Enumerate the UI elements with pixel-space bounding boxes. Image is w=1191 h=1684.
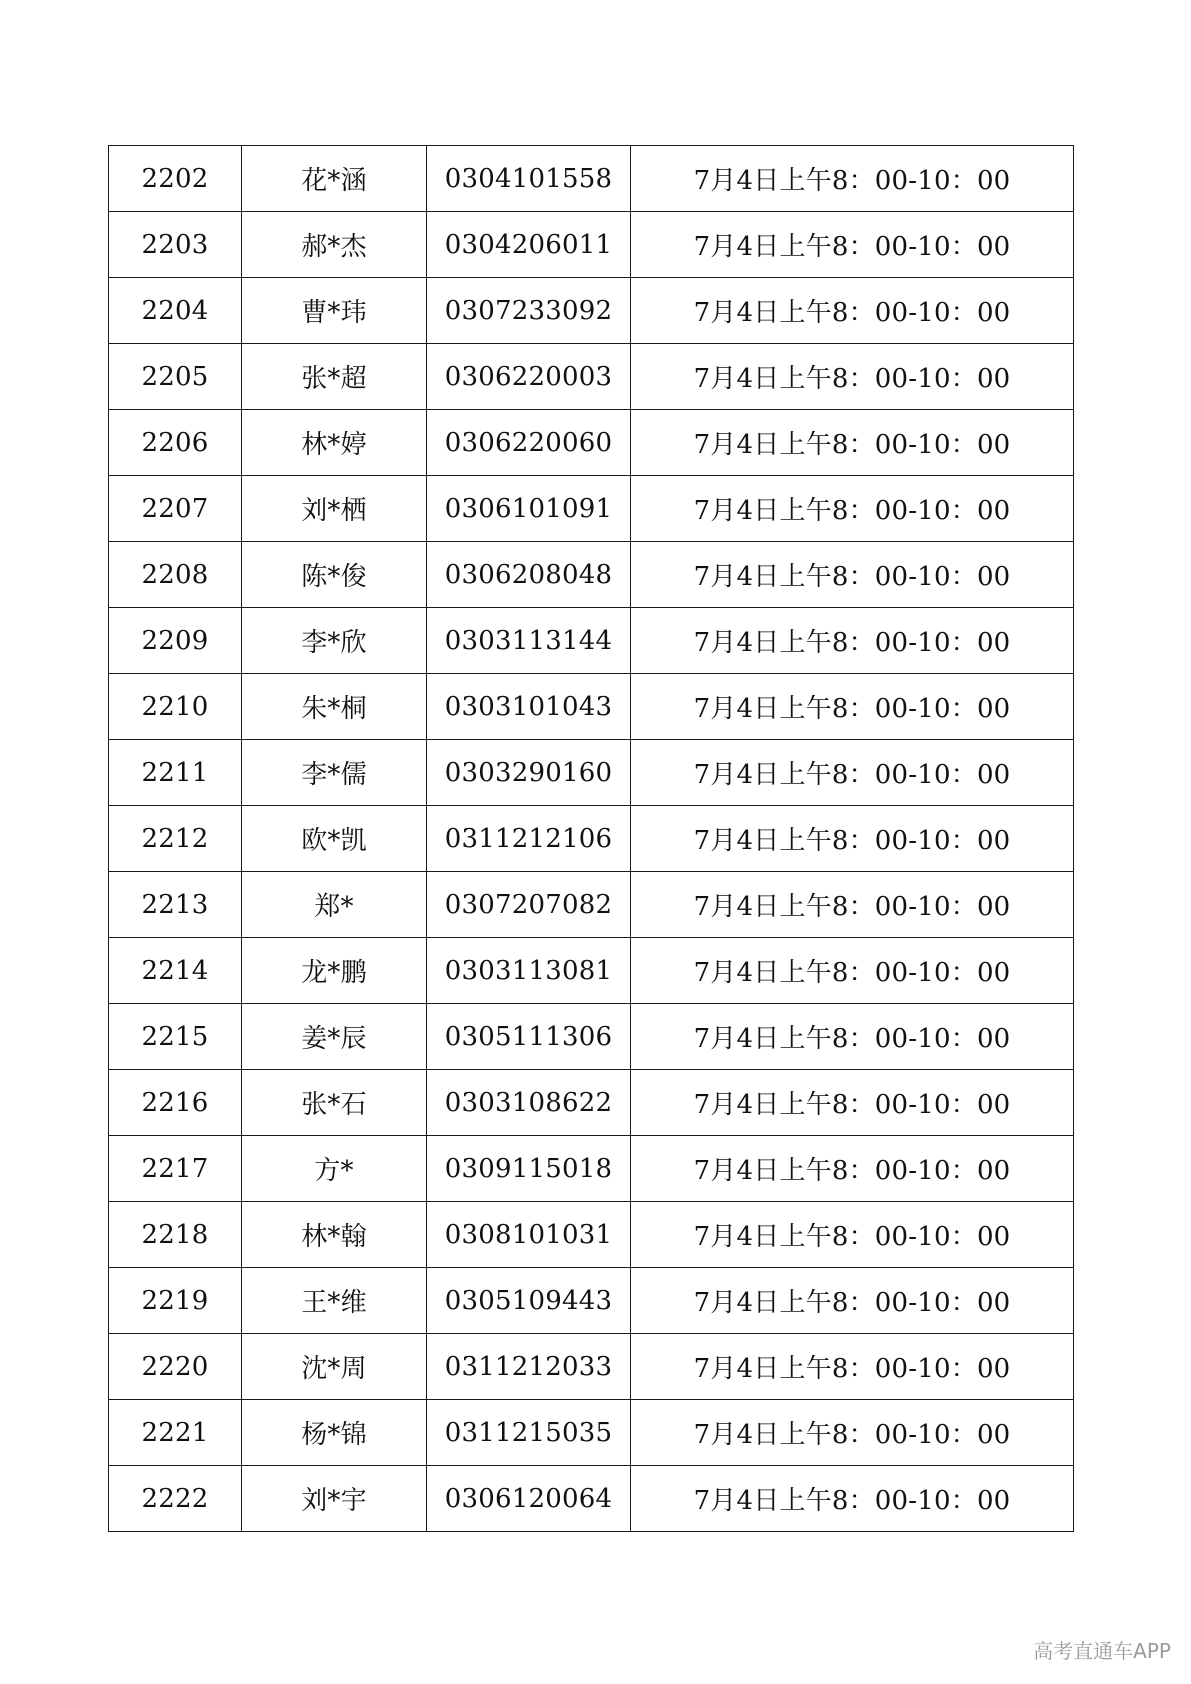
exam-number-cell: 0308101031 <box>427 1202 631 1268</box>
seq-cell: 2220 <box>109 1334 242 1400</box>
seq-cell: 2208 <box>109 542 242 608</box>
table-row <box>109 344 1074 410</box>
table-row <box>109 1004 1074 1070</box>
seq-cell: 2216 <box>109 1070 242 1136</box>
table-row <box>109 608 1074 674</box>
table-row <box>109 674 1074 740</box>
exam-time-cell: 7月4日上午8：00-10：00 <box>631 1136 1074 1202</box>
roster-table-body <box>109 146 1074 1532</box>
table-row <box>109 542 1074 608</box>
table-row <box>109 212 1074 278</box>
seq-cell: 2218 <box>109 1202 242 1268</box>
exam-number-cell: 0311215035 <box>427 1400 631 1466</box>
exam-time-cell: 7月4日上午8：00-10：00 <box>631 1070 1074 1136</box>
seq-cell: 2203 <box>109 212 242 278</box>
seq-cell: 2207 <box>109 476 242 542</box>
exam-time-cell: 7月4日上午8：00-10：00 <box>631 1400 1074 1466</box>
table-row <box>109 872 1074 938</box>
exam-time-cell: 7月4日上午8：00-10：00 <box>631 938 1074 1004</box>
name-cell: 刘*栖 <box>242 476 427 542</box>
exam-time-cell: 7月4日上午8：00-10：00 <box>631 1466 1074 1532</box>
exam-number-cell: 0305109443 <box>427 1268 631 1334</box>
exam-time-cell: 7月4日上午8：00-10：00 <box>631 1004 1074 1070</box>
exam-time-cell: 7月4日上午8：00-10：00 <box>631 212 1074 278</box>
exam-time-cell: 7月4日上午8：00-10：00 <box>631 740 1074 806</box>
exam-time-cell: 7月4日上午8：00-10：00 <box>631 1334 1074 1400</box>
name-cell: 李*儒 <box>242 740 427 806</box>
table-row <box>109 1070 1074 1136</box>
seq-cell: 2217 <box>109 1136 242 1202</box>
exam-number-cell: 0306101091 <box>427 476 631 542</box>
seq-cell: 2211 <box>109 740 242 806</box>
table-row <box>109 410 1074 476</box>
exam-time-cell: 7月4日上午8：00-10：00 <box>631 1268 1074 1334</box>
name-cell: 朱*桐 <box>242 674 427 740</box>
seq-cell: 2222 <box>109 1466 242 1532</box>
name-cell: 龙*鹏 <box>242 938 427 1004</box>
seq-cell: 2206 <box>109 410 242 476</box>
watermark-text: 高考直通车APP <box>1033 1639 1171 1663</box>
exam-time-cell: 7月4日上午8：00-10：00 <box>631 674 1074 740</box>
exam-number-cell: 0306220003 <box>427 344 631 410</box>
exam-time-cell: 7月4日上午8：00-10：00 <box>631 1202 1074 1268</box>
table-row <box>109 1334 1074 1400</box>
table-row <box>109 1400 1074 1466</box>
exam-time-cell: 7月4日上午8：00-10：00 <box>631 146 1074 212</box>
name-cell: 王*维 <box>242 1268 427 1334</box>
exam-number-cell: 0309115018 <box>427 1136 631 1202</box>
exam-number-cell: 0304101558 <box>427 146 631 212</box>
exam-time-cell: 7月4日上午8：00-10：00 <box>631 608 1074 674</box>
table-row <box>109 1466 1074 1532</box>
exam-number-cell: 0306220060 <box>427 410 631 476</box>
seq-cell: 2202 <box>109 146 242 212</box>
name-cell: 沈*周 <box>242 1334 427 1400</box>
exam-number-cell: 0306120064 <box>427 1466 631 1532</box>
exam-time-cell: 7月4日上午8：00-10：00 <box>631 278 1074 344</box>
seq-cell: 2209 <box>109 608 242 674</box>
name-cell: 郝*杰 <box>242 212 427 278</box>
name-cell: 方* <box>242 1136 427 1202</box>
exam-number-cell: 0303113144 <box>427 608 631 674</box>
seq-cell: 2221 <box>109 1400 242 1466</box>
name-cell: 郑* <box>242 872 427 938</box>
name-cell: 陈*俊 <box>242 542 427 608</box>
exam-number-cell: 0303101043 <box>427 674 631 740</box>
table-row <box>109 1202 1074 1268</box>
name-cell: 姜*辰 <box>242 1004 427 1070</box>
roster-table <box>108 145 1074 1532</box>
exam-time-cell: 7月4日上午8：00-10：00 <box>631 410 1074 476</box>
exam-number-cell: 0303113081 <box>427 938 631 1004</box>
exam-number-cell: 0305111306 <box>427 1004 631 1070</box>
exam-number-cell: 0306208048 <box>427 542 631 608</box>
name-cell: 欧*凯 <box>242 806 427 872</box>
name-cell: 林*翰 <box>242 1202 427 1268</box>
name-cell: 张*超 <box>242 344 427 410</box>
exam-time-cell: 7月4日上午8：00-10：00 <box>631 476 1074 542</box>
seq-cell: 2210 <box>109 674 242 740</box>
name-cell: 曹*玮 <box>242 278 427 344</box>
table-row <box>109 476 1074 542</box>
exam-number-cell: 0303290160 <box>427 740 631 806</box>
seq-cell: 2212 <box>109 806 242 872</box>
name-cell: 杨*锦 <box>242 1400 427 1466</box>
exam-number-cell: 0311212033 <box>427 1334 631 1400</box>
table-row <box>109 806 1074 872</box>
seq-cell: 2213 <box>109 872 242 938</box>
table-row <box>109 1136 1074 1202</box>
table-row <box>109 278 1074 344</box>
table-row <box>109 146 1074 212</box>
table-row <box>109 1268 1074 1334</box>
exam-time-cell: 7月4日上午8：00-10：00 <box>631 542 1074 608</box>
table-row <box>109 938 1074 1004</box>
exam-number-cell: 0307233092 <box>427 278 631 344</box>
exam-number-cell: 0311212106 <box>427 806 631 872</box>
exam-time-cell: 7月4日上午8：00-10：00 <box>631 806 1074 872</box>
exam-time-cell: 7月4日上午8：00-10：00 <box>631 872 1074 938</box>
exam-time-cell: 7月4日上午8：00-10：00 <box>631 344 1074 410</box>
seq-cell: 2205 <box>109 344 242 410</box>
name-cell: 林*婷 <box>242 410 427 476</box>
seq-cell: 2215 <box>109 1004 242 1070</box>
seq-cell: 2214 <box>109 938 242 1004</box>
name-cell: 刘*宇 <box>242 1466 427 1532</box>
name-cell: 张*石 <box>242 1070 427 1136</box>
table-row <box>109 740 1074 806</box>
exam-number-cell: 0304206011 <box>427 212 631 278</box>
name-cell: 李*欣 <box>242 608 427 674</box>
seq-cell: 2204 <box>109 278 242 344</box>
exam-number-cell: 0303108622 <box>427 1070 631 1136</box>
name-cell: 花*涵 <box>242 146 427 212</box>
exam-number-cell: 0307207082 <box>427 872 631 938</box>
seq-cell: 2219 <box>109 1268 242 1334</box>
